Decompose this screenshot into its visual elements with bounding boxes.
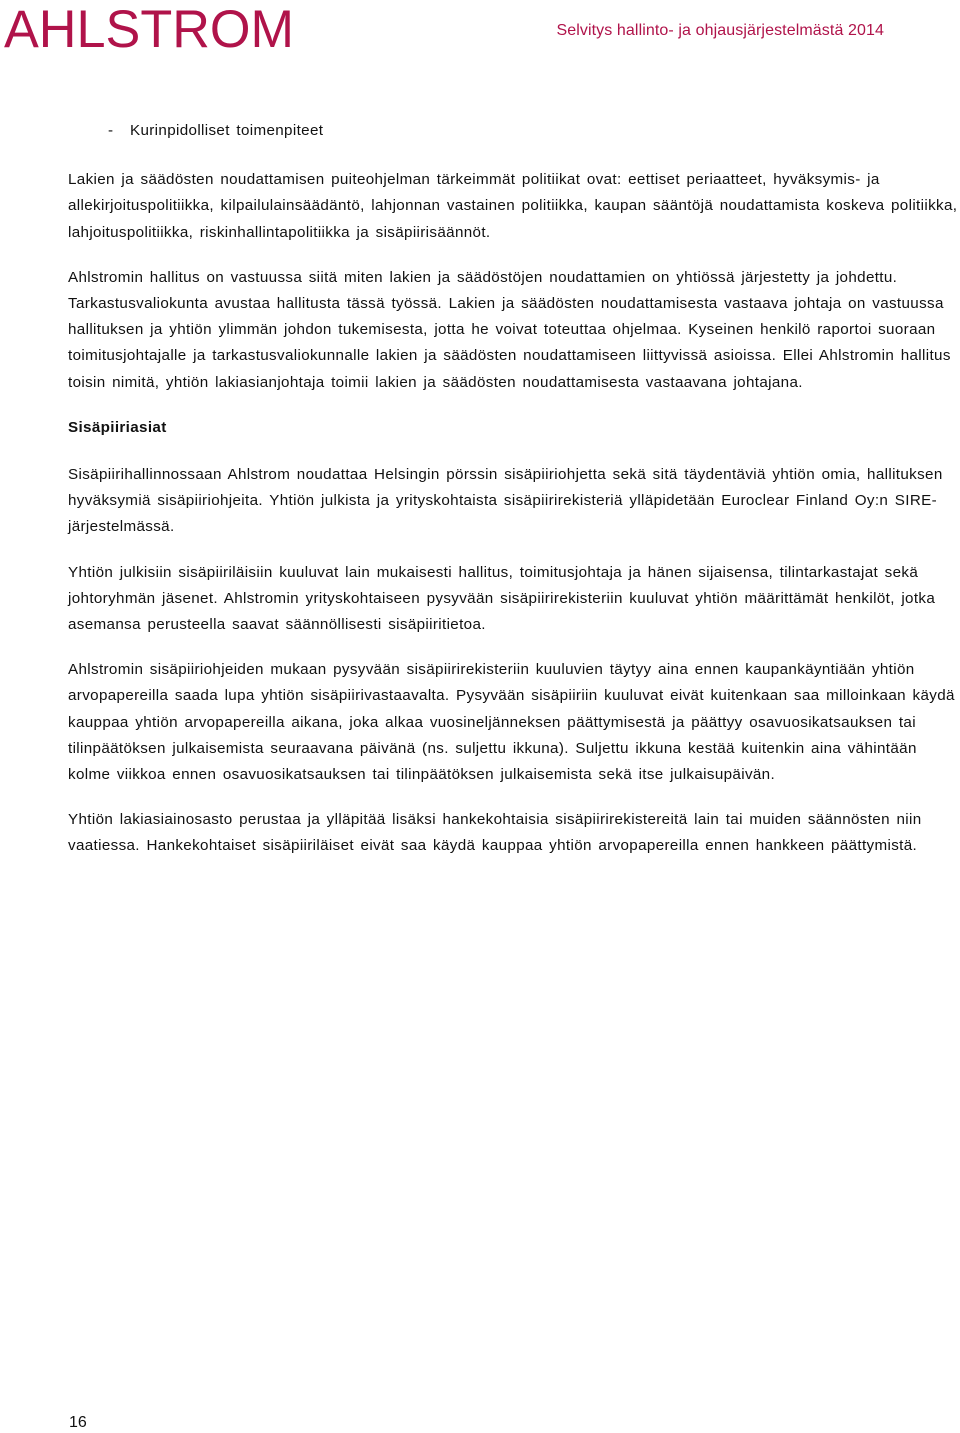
paragraph-public-insiders: Yhtiön julkisiin sisäpiiriläisiin kuuluvat lain mukaisesti hallitus, toimitusjohtaja ja hänen sijaisensa, tilintarkastajat sekä johtoryhmän jäsenet. Ahlstromin yrityskohtaiseen pysyvään sisäpiirirekisteriin kuuluvat yhtiön määrittämät henkilöt, jotka asemansa perusteella saavat säännöllisesti sisäpiiritietoa. bbox=[68, 563, 936, 634]
page-number: 16 bbox=[69, 1414, 87, 1431]
svg-text:AHLSTROM: AHLSTROM bbox=[4, 2, 294, 52]
document-title: Selvitys hallinto- ja ohjausjärjestelmästä 2014 bbox=[556, 22, 884, 39]
paragraph-trading-rules: Ahlstromin sisäpiiriohjeiden mukaan pysyvään sisäpiirirekisteriin kuuluvien täytyy aina ennen kaupankäyntiään yhtiön arvopapereilla saada lupa yhtiön sisäpiirivastaavalta. Pysyvään sisäpiiriin kuuluvat eivät kuitenkaan saa milloinkaan käydä kauppaa yhtiön arvopapereilla aikana, joka alkaa vuosineljänneksen päättymisestä ja päättyy osavuosikatsauksen tai tilinpäätöksen julkaisemista seuraavana päivänä (ns. suljettu ikkuna). Suljettu ikkuna kestää kuitenkin aina vähintään kolme viikkoa ennen osavuosikatsauksen tai tilinpäätöksen julkaisemista sekä itse julkaisupäivän. bbox=[68, 661, 955, 784]
ahlstrom-logo bbox=[4, 2, 296, 52]
page-header bbox=[0, 0, 960, 60]
bullet-item bbox=[108, 118, 960, 144]
paragraph-project-registers: Yhtiön lakiasiainosasto perustaa ja ylläpitää lisäksi hankekohtaisia sisäpiirirekistereitä lain tai muiden säännösten niin vaatiessa. Hankekohtaiset sisäpiiriläiset eivät saa käydä kauppaa yhtiön arvopapereilla ennen hankkeen päättymistä. bbox=[68, 811, 922, 855]
paragraph-policies: Lakien ja säädösten noudattamisen puiteohjelman tärkeimmät politiikat ovat: eettiset periaatteet, hyväksymis- ja allekirjoituspolitiikka, kilpailulainsäädäntö, lahjonnan vastainen politiikka, kaupan sääntöjä noudattamista koskeva politiikka, lahjoituspolitiikka, riskinhallintapolitiikka ja sisäpiirisäännöt. bbox=[68, 171, 958, 241]
section-heading: Sisäpiiriasiat bbox=[68, 418, 167, 436]
document-body bbox=[68, 118, 960, 879]
bullet-text: Kurinpidolliset toimenpiteet bbox=[130, 122, 324, 139]
bullet-dash: - bbox=[108, 122, 114, 139]
paragraph-insider-administration: Sisäpiirihallinnossaan Ahlstrom noudattaa Helsingin pörssin sisäpiiriohjetta sekä sitä täydentäviä yhtiön omia, hallituksen hyväksymiä sisäpiiriohjeita. Yhtiön julkista ja yrityskohtaista sisäpiirirekisteriä ylläpidetään Euroclear Finland Oy:n SIRE-järjestelmässä. bbox=[68, 466, 943, 536]
paragraph-board-responsibility: Ahlstromin hallitus on vastuussa siitä miten lakien ja säädöstöjen noudattamien on yhtiössä järjestetty ja johdettu. Tarkastusvaliokunta avustaa hallitusta tässä työssä. Lakien ja säädösten noudattamisesta vastaava johtaja on vastuussa hallituksen ja yhtiön ylimmän johdon tukemisesta, jotta he voivat toteuttaa ohjelmaa. Kyseinen henkilö raportoi suoraan toimitusjohtajalle ja tarkastusvaliokunnalle lakien ja säädösten noudattamiseen liittyvissä asioissa. Ellei Ahlstromin hallitus toisin nimitä, yhtiön lakiasianjohtaja toimii lakien ja säädösten noudattamisesta vastaavana johtajana. bbox=[68, 268, 951, 391]
